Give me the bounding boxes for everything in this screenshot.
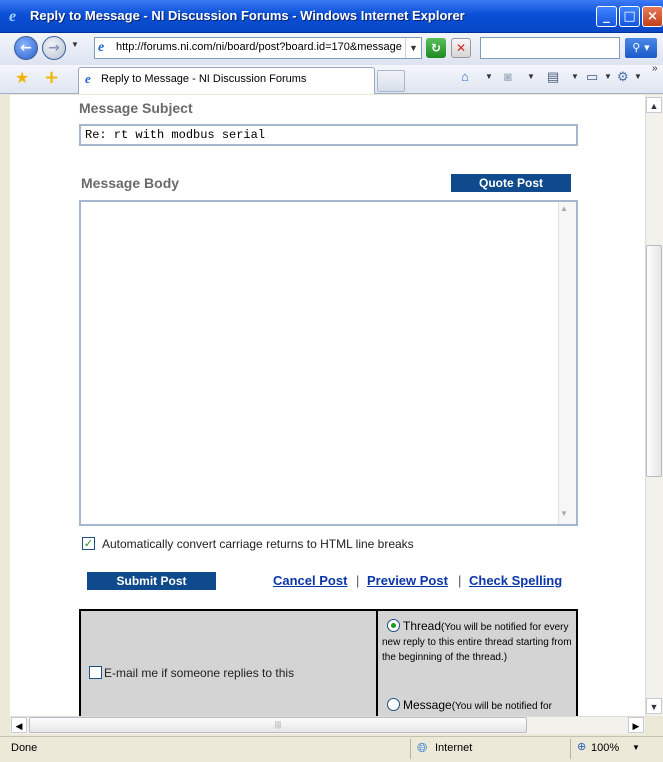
subject-label: Message Subject bbox=[79, 100, 193, 116]
preview-post-link[interactable]: Preview Post bbox=[367, 573, 448, 588]
back-button[interactable] bbox=[14, 36, 38, 60]
scroll-right-button[interactable]: ▶ bbox=[628, 717, 644, 733]
security-zone: Internet bbox=[435, 742, 473, 754]
body-label: Message Body bbox=[81, 175, 180, 191]
window-title: Reply to Message - NI Discussion Forums - Windows Internet Explorer bbox=[30, 8, 465, 23]
stop-icon: ✕ bbox=[455, 41, 467, 55]
scroll-down-icon[interactable]: ▼ bbox=[560, 509, 568, 518]
message-option-text bbox=[382, 698, 577, 712]
maximize-button[interactable]: □ bbox=[619, 6, 640, 27]
home-icon[interactable]: ⌂ bbox=[461, 69, 469, 84]
cancel-post-link[interactable]: Cancel Post bbox=[273, 573, 348, 588]
add-favorites-icon[interactable]: + bbox=[44, 67, 60, 88]
close-button[interactable]: × bbox=[642, 6, 663, 27]
textarea-scrollbar[interactable] bbox=[558, 202, 576, 524]
page-icon: e bbox=[98, 40, 105, 55]
submit-post-button[interactable]: Submit Post bbox=[87, 572, 216, 590]
message-option-label: Message bbox=[403, 698, 452, 712]
search-icon: ⚲ ▾ bbox=[632, 41, 650, 54]
thread-option-text bbox=[382, 619, 572, 665]
forward-icon: → bbox=[48, 40, 60, 56]
tab-label: Reply to Message - NI Discussion Forums bbox=[101, 73, 307, 85]
check-spelling-link[interactable]: Check Spelling bbox=[469, 573, 563, 588]
address-dropdown-button[interactable]: ▼ bbox=[405, 38, 421, 58]
history-dropdown-button[interactable]: ▼ bbox=[71, 40, 79, 49]
forward-button[interactable] bbox=[42, 36, 66, 60]
message-option-desc: (You will be notified for bbox=[451, 701, 552, 712]
scroll-corner bbox=[645, 716, 663, 734]
scroll-down-button[interactable]: ▼ bbox=[646, 698, 662, 714]
scroll-up-button[interactable]: ▲ bbox=[646, 97, 662, 113]
convert-linebreaks-checkbox[interactable]: ✓ bbox=[83, 537, 94, 550]
thread-option-label: Thread bbox=[403, 619, 442, 633]
search-input[interactable] bbox=[480, 37, 620, 59]
ie-logo-icon: e bbox=[9, 8, 17, 25]
stop-button[interactable] bbox=[451, 38, 471, 58]
link-separator: | bbox=[356, 573, 360, 588]
status-text: Done bbox=[11, 742, 38, 754]
print-dropdown-icon[interactable]: ▼ bbox=[571, 72, 579, 81]
home-dropdown-icon[interactable]: ▼ bbox=[485, 72, 493, 81]
tab-page-icon: e bbox=[85, 71, 91, 86]
internet-globe-icon: 🌐︎ bbox=[417, 740, 428, 755]
zoom-level[interactable]: 100% bbox=[591, 742, 620, 754]
toolbar-overflow-icon[interactable]: » bbox=[652, 63, 658, 74]
divider bbox=[376, 611, 378, 716]
favorites-star-icon[interactable]: ★ bbox=[15, 70, 30, 87]
status-bar bbox=[0, 736, 663, 762]
scroll-left-button[interactable]: ◀ bbox=[11, 717, 27, 733]
address-url[interactable]: http://forums.ni.com/ni/board/post?board.id=170&message bbox=[116, 41, 402, 53]
subject-input[interactable]: Re: rt with modbus serial bbox=[79, 124, 578, 146]
zoom-icon[interactable]: ⊕ bbox=[577, 741, 587, 753]
message-body-textarea[interactable] bbox=[79, 200, 578, 526]
horizontal-scroll-thumb[interactable]: ||| bbox=[29, 717, 527, 733]
convert-linebreaks-label: Automatically convert carriage returns to HTML line breaks bbox=[102, 537, 414, 551]
link-separator: | bbox=[458, 573, 462, 588]
tools-dropdown-icon[interactable]: ▼ bbox=[634, 72, 642, 81]
window-frame bbox=[0, 95, 10, 735]
back-icon: ← bbox=[20, 40, 32, 56]
minimize-button[interactable]: _ bbox=[596, 6, 617, 27]
zoom-dropdown-icon[interactable]: ▼ bbox=[632, 743, 640, 752]
thread-option-desc: (You will be notified for every new reply to this entire thread starting from the beginning of the thread.) bbox=[382, 622, 572, 663]
page-dropdown-icon[interactable]: ▼ bbox=[604, 72, 612, 81]
quote-post-button[interactable]: Quote Post bbox=[451, 174, 571, 192]
refresh-button[interactable] bbox=[426, 38, 446, 58]
feeds-icon[interactable]: ◙ bbox=[504, 69, 512, 84]
page-menu-icon[interactable]: ▭ bbox=[586, 69, 599, 84]
email-notify-checkbox[interactable] bbox=[89, 666, 102, 679]
new-tab-button[interactable] bbox=[377, 70, 405, 92]
print-icon[interactable]: ▤ bbox=[547, 69, 560, 84]
search-button[interactable] bbox=[625, 38, 657, 58]
refresh-icon: ↻ bbox=[430, 41, 442, 55]
thread-radio[interactable] bbox=[387, 619, 400, 632]
email-notify-label: E-mail me if someone replies to this bbox=[104, 666, 295, 680]
status-divider bbox=[570, 739, 571, 759]
scroll-up-icon[interactable]: ▲ bbox=[560, 204, 568, 213]
feeds-dropdown-icon[interactable]: ▼ bbox=[527, 72, 535, 81]
tools-icon[interactable]: ⚙ bbox=[617, 69, 629, 84]
vertical-scroll-thumb[interactable] bbox=[646, 245, 662, 477]
status-divider bbox=[410, 739, 411, 759]
message-radio[interactable] bbox=[387, 698, 400, 711]
